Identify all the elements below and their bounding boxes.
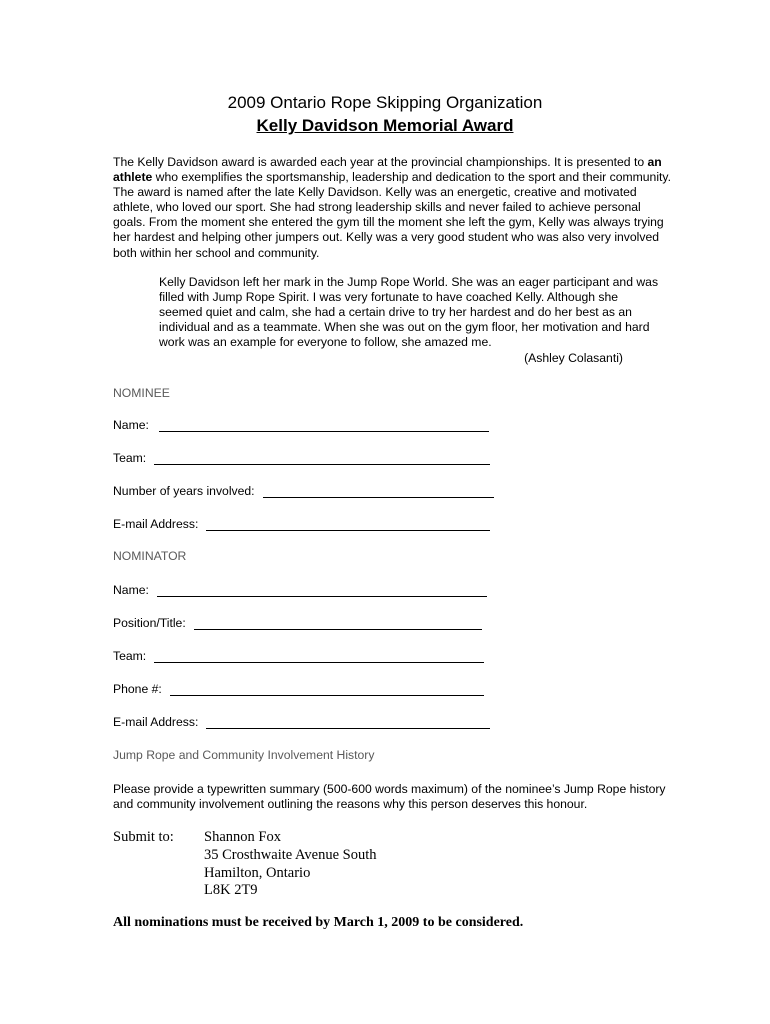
nominator-email-field: [113, 715, 490, 729]
nominator-phone-field: [113, 682, 484, 696]
submit-address: [204, 829, 377, 900]
nominator-position-field: [113, 616, 482, 630]
nominator-email-line[interactable]: [206, 716, 490, 729]
submit-postal: L8K 2T9: [204, 882, 258, 899]
nominator-name-field: [113, 583, 487, 597]
award-title: Kelly Davidson Memorial Award: [256, 116, 514, 135]
submit-block: [113, 829, 377, 900]
intro-text-start: The Kelly Davidson award is awarded each year at the provincial championships. It is presented to: [113, 155, 648, 169]
history-instructions: [113, 782, 673, 812]
nominee-years-label: Number of years involved:: [113, 484, 255, 498]
nominee-email-line[interactable]: [206, 518, 490, 531]
nominator-phone-label: Phone #:: [113, 682, 162, 696]
history-heading: Jump Rope and Community Involvement History: [113, 748, 375, 762]
nominee-name-field: [113, 418, 489, 432]
deadline-notice: All nominations must be received by March 1, 2009 to be considered.: [113, 915, 524, 930]
nominator-phone-line[interactable]: [170, 683, 484, 696]
nominator-name-label: Name:: [113, 583, 149, 597]
submit-street: 35 Crosthwaite Avenue South: [204, 846, 377, 863]
submit-name: Shannon Fox: [204, 829, 281, 845]
nominee-team-label: Team:: [113, 451, 147, 465]
coach-quote: [159, 275, 659, 367]
submit-city: Hamilton, Ontario: [204, 864, 311, 881]
nominator-team-field: [113, 649, 484, 663]
nominee-years-line[interactable]: [263, 485, 494, 498]
nominator-position-label: Position/Title:: [113, 616, 186, 630]
nominee-years-field: [113, 484, 494, 498]
intro-paragraph: [113, 155, 673, 261]
nominator-position-line[interactable]: [194, 617, 482, 630]
nominee-name-label: Name:: [113, 418, 149, 432]
history-instructions-text: Please provide a typewritten summary (500-600 words maximum) of the nominee’s Jump Rope history and community involvement outlining the reasons why this person deserves this honour.: [113, 782, 666, 812]
submit-label: Submit to:: [113, 829, 174, 845]
nominator-name-line[interactable]: [157, 584, 487, 597]
nominee-name-line[interactable]: [159, 419, 489, 432]
nominee-heading: NOMINEE: [113, 386, 170, 400]
nominee-team-line[interactable]: [154, 452, 490, 465]
nominator-team-line[interactable]: [154, 650, 484, 663]
intro-emphasis: an athlete: [113, 155, 662, 185]
nominator-email-label: E-mail Address:: [113, 715, 199, 729]
nominee-team-field: [113, 451, 490, 465]
nominee-email-field: [113, 517, 490, 531]
quote-attribution: (Ashley Colasanti): [524, 351, 623, 366]
nominator-team-label: Team:: [113, 649, 147, 663]
intro-text-end: who exemplifies the sportsmanship, leadership and dedication to the sport and their community. The award is named after the late Kelly Davidson. Kelly was an energetic, creative and motivated athlete, who loved our sport. She had strong leadership skills and never failed to achieve personal goals. From the moment she entered the gym till the moment she left the gym, Kelly was always trying her hardest and helping other jumpers out. Kelly was a very good student who was also very involved both within her school and community.: [113, 170, 671, 260]
quote-text: Kelly Davidson left her mark in the Jump Rope World. She was an eager participant and was filled with Jump Rope Spirit. I was very fortunate to have coached Kelly. Although she seemed quiet and calm, she had a certain drive to try her hardest and do her best as an individual and as a teammate. When she was out on the gym floor, her motivation and hard work was an example for everyone to follow, she amazed me.: [159, 275, 659, 350]
nominator-heading: NOMINATOR: [113, 549, 187, 563]
nominee-email-label: E-mail Address:: [113, 517, 199, 531]
organization-title: 2009 Ontario Rope Skipping Organization: [227, 93, 543, 112]
